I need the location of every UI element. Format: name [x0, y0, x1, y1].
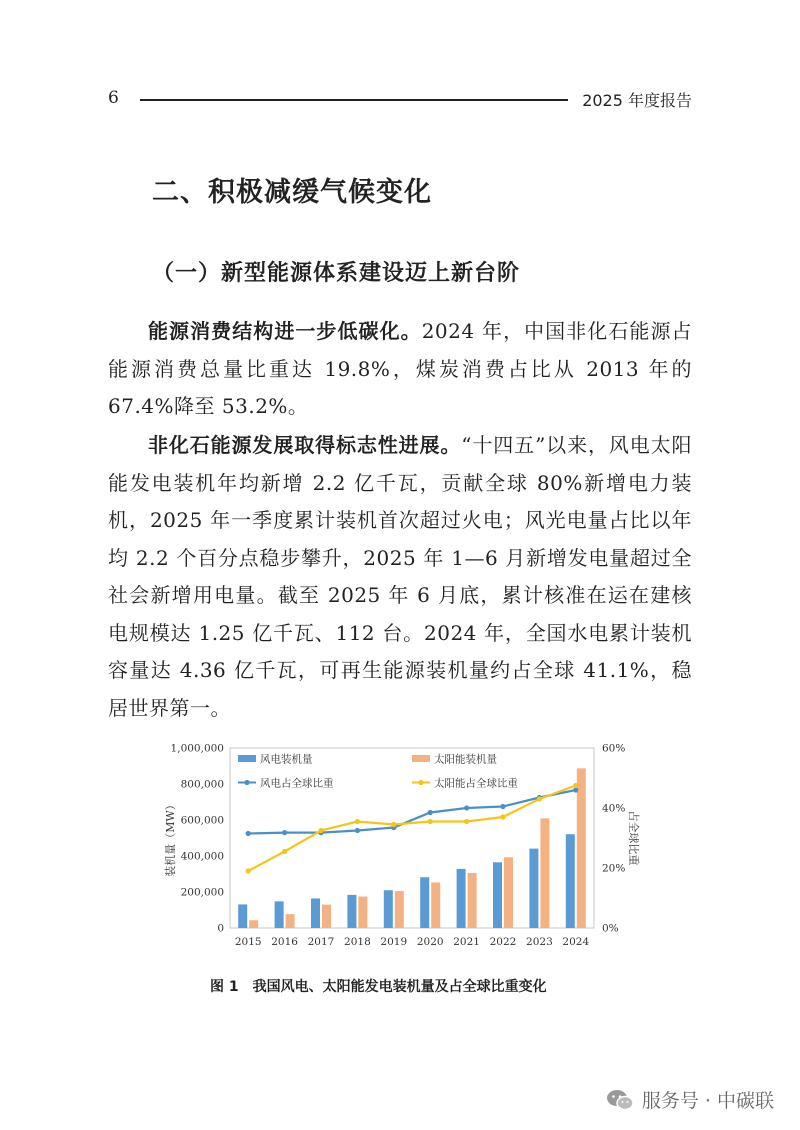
y2-axis-title: 占全球比重	[627, 810, 640, 866]
legend-swatch	[238, 755, 256, 762]
bar-solar	[322, 905, 331, 928]
point-solar-share	[318, 828, 323, 833]
bar-solar	[286, 914, 295, 928]
point-solar-share	[500, 814, 505, 819]
point-solar-share	[573, 783, 578, 788]
bar-wind	[384, 890, 393, 928]
legend-marker	[244, 780, 249, 785]
bar-wind	[238, 904, 247, 928]
paragraph-text: 2024 年，中国非化石能源占能源消费总量比重达 19.8%，煤炭消费占比从 2013 年的 67.4%降至 53.2%。	[108, 319, 692, 418]
point-wind-share	[428, 810, 433, 815]
y-tick-label: 800,000	[180, 778, 224, 791]
x-tick-label: 2023	[526, 936, 553, 948]
page-number: 6	[108, 88, 119, 108]
figure-caption-text: 我国风电、太阳能发电装机量及占全球比重变化	[252, 979, 547, 995]
legend-marker	[418, 780, 423, 785]
line-wind-share	[248, 790, 576, 834]
y2-tick-label: 20%	[602, 862, 626, 875]
bar-solar	[431, 882, 440, 928]
y2-tick-label: 0%	[602, 922, 619, 935]
y2-tick-label: 60%	[602, 742, 626, 755]
point-wind-share	[282, 830, 287, 835]
x-tick-label: 2018	[344, 936, 371, 948]
plot-frame	[230, 748, 594, 928]
watermark-text: 服务号 · 中碳联	[641, 1090, 774, 1112]
bar-solar	[540, 818, 549, 928]
bar-wind	[420, 877, 429, 928]
y-tick-label: 600,000	[180, 814, 224, 827]
report-title: 2025 年度报告	[582, 91, 692, 110]
header-rule	[140, 99, 568, 101]
bar-wind	[275, 901, 284, 928]
point-solar-share	[428, 819, 433, 824]
capacity-chart	[160, 740, 640, 965]
legend-label: 太阳能装机量	[434, 753, 497, 766]
point-solar-share	[464, 819, 469, 824]
bar-wind	[493, 862, 502, 928]
x-tick-label: 2021	[453, 936, 480, 948]
bar-solar	[468, 873, 477, 928]
point-solar-share	[246, 868, 251, 873]
bar-wind	[347, 895, 356, 928]
x-tick-label: 2024	[562, 936, 590, 948]
legend-swatch	[412, 755, 430, 762]
legend-label: 太阳能占全球比重	[434, 777, 518, 790]
bar-wind	[457, 869, 466, 928]
wechat-icon	[606, 1089, 634, 1111]
y-axis-title: 装机量（MW）	[164, 799, 177, 877]
paragraph-lead: 非化石能源发展取得标志性进展。	[148, 433, 462, 457]
body-paragraph-2	[108, 427, 692, 727]
paragraph	[108, 427, 692, 727]
bar-solar	[504, 857, 513, 928]
y-tick-label: 1,000,000	[170, 742, 224, 755]
watermark	[606, 1086, 774, 1113]
x-tick-label: 2020	[416, 936, 444, 948]
point-solar-share	[537, 796, 542, 801]
legend-label: 风电装机量	[260, 753, 313, 766]
point-wind-share	[500, 804, 505, 809]
x-tick-label: 2022	[489, 936, 517, 948]
bar-solar	[358, 897, 367, 929]
bar-wind	[566, 834, 575, 928]
paragraph-text: “十四五”以来，风电太阳能发电装机年均新增 2.2 亿千瓦，贡献全球 80%新增电力装机，2025 年一季度累计装机首次超过火电；风光电量占比以年均 2.2 个百分点稳步攀升，2025 年 1—6 月新增发电量超过全社会新增用电量。截至 2025 年 6 月底，累计核准在运在建核电规模达 1.25 亿千瓦、112 台。2024 年，全国水电累计装机容量达 4.36 亿千瓦，可再生能源装机量约占全球 41.1%，稳居世界第一。	[108, 433, 692, 720]
bar-solar	[395, 891, 404, 928]
paragraph-lead: 能源消费结构进一步低碳化。	[148, 319, 422, 343]
point-solar-share	[391, 822, 396, 827]
section-title: 二、积极减缓气候变化	[152, 177, 432, 208]
bar-solar	[577, 768, 586, 928]
paragraph	[108, 313, 692, 426]
point-solar-share	[282, 849, 287, 854]
page-header	[108, 88, 692, 112]
y-tick-label: 400,000	[180, 850, 224, 863]
point-solar-share	[355, 819, 360, 824]
figure-caption	[210, 976, 547, 996]
point-wind-share	[246, 831, 251, 836]
x-tick-label: 2017	[307, 936, 335, 948]
y-tick-label: 0	[217, 922, 224, 935]
point-wind-share	[464, 805, 469, 810]
y-tick-label: 200,000	[180, 886, 224, 899]
body-paragraph-1	[108, 313, 692, 426]
x-tick-label: 2019	[380, 936, 408, 948]
bar-solar	[249, 920, 258, 928]
x-tick-label: 2015	[234, 936, 262, 948]
bar-wind	[529, 849, 538, 928]
line-solar-share	[248, 786, 576, 872]
bar-wind	[311, 898, 320, 928]
legend-label: 风电占全球比重	[260, 777, 334, 790]
figure-number: 图 1	[210, 979, 239, 995]
subsection-title: （一）新型能源体系建设迈上新台阶	[152, 261, 521, 286]
point-wind-share	[573, 787, 578, 792]
y2-tick-label: 40%	[602, 802, 626, 815]
x-tick-label: 2016	[271, 936, 298, 948]
point-wind-share	[355, 828, 360, 833]
